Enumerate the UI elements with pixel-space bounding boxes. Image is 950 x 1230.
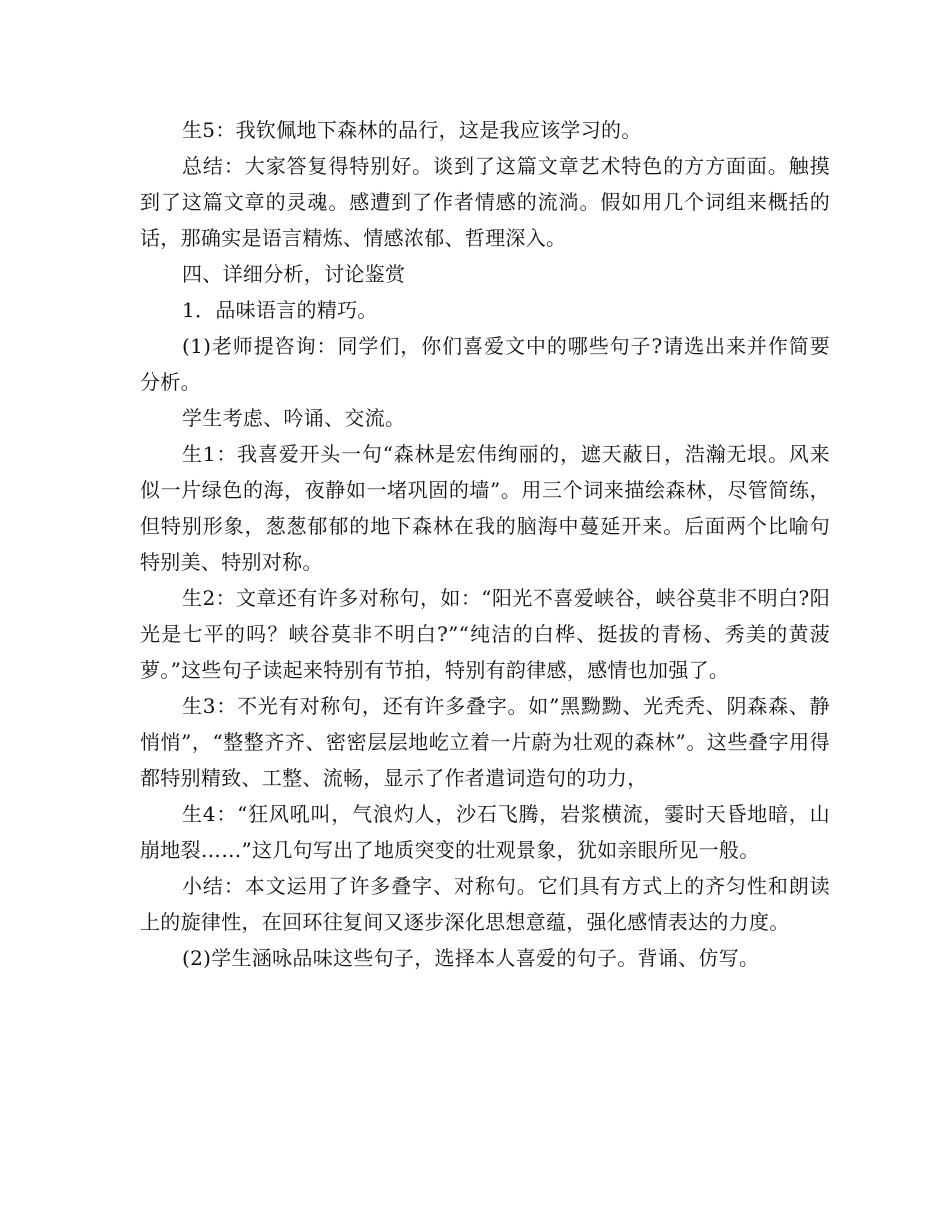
paragraph-practice: (2)学生涵咏品味这些句子，选择本人喜爱的句子。背诵、仿写。 (182, 946, 760, 970)
paragraph-student3: 生3：不光有对称句，还有许多叠字。如”黑黝黝、光秃秃、阴森森、静悄悄”，“整整齐齐、密密层层地屹立着一片蔚为壮观的森林”。这些叠字用得都特别精致、工整、流畅，显示了作者遣词造句的功力， (140, 694, 830, 790)
paragraph-student2: 生2：文章还有许多对称句，如：“阳光不喜爱峡谷，峡谷莫非不明白?阳光是七平的吗？峡谷莫非不明白?”“纯洁的白桦、挺拔的青杨、秀美的黄菠萝。”这些句子读起来特别有节拍，特别有韵律感，感情也加强了。 (140, 586, 830, 682)
paragraph-student-activity: 学生考虑、吟诵、交流。 (182, 406, 406, 430)
paragraph-student1: 生1：我喜爱开头一句“森林是宏伟绚丽的，遮天蔽日，浩瀚无垠。风来似一片绿色的海，夜静如一堵巩固的墙”。用三个词来描绘森林，尽管简练，但特别形象，葱葱郁郁的地下森林在我的脑海中蔓延开来。后面两个比喻句特别美、特别对称。 (140, 442, 830, 574)
paragraph-summary: 总结：大家答复得特别好。谈到了这篇文章艺术特色的方方面面。触摸到了这篇文章的灵魂。感遭到了作者情感的流淌。假如用几个词组来概括的话，那确实是语言精炼、情感浓郁、哲理深入。 (140, 154, 830, 250)
subheading-language: 1．品味语言的精巧。 (182, 298, 378, 322)
document-body (140, 112, 830, 976)
paragraph-teacher-question: (1)老师提咨询：同学们，你们喜爱文中的哪些句子?请选出来并作简要分析。 (140, 334, 830, 394)
paragraph-student4: 生4：“狂风吼叫，气浪灼人，沙石飞腾，岩浆横流，霎时天昏地暗，山崩地裂……”这几句写出了地质突变的壮观景象，犹如亲眼所见一般。 (140, 802, 830, 862)
paragraph-conclusion: 小结：本文运用了许多叠字、对称句。它们具有方式上的齐匀性和朗读上的旋律性，在回环往复间又逐步深化思想意蕴，强化感情表达的力度。 (140, 874, 830, 934)
paragraph-student5: 生5：我钦佩地下森林的品行，这是我应该学习的。 (182, 118, 642, 142)
section-heading-analysis: 四、详细分析，讨论鉴赏 (182, 262, 406, 286)
